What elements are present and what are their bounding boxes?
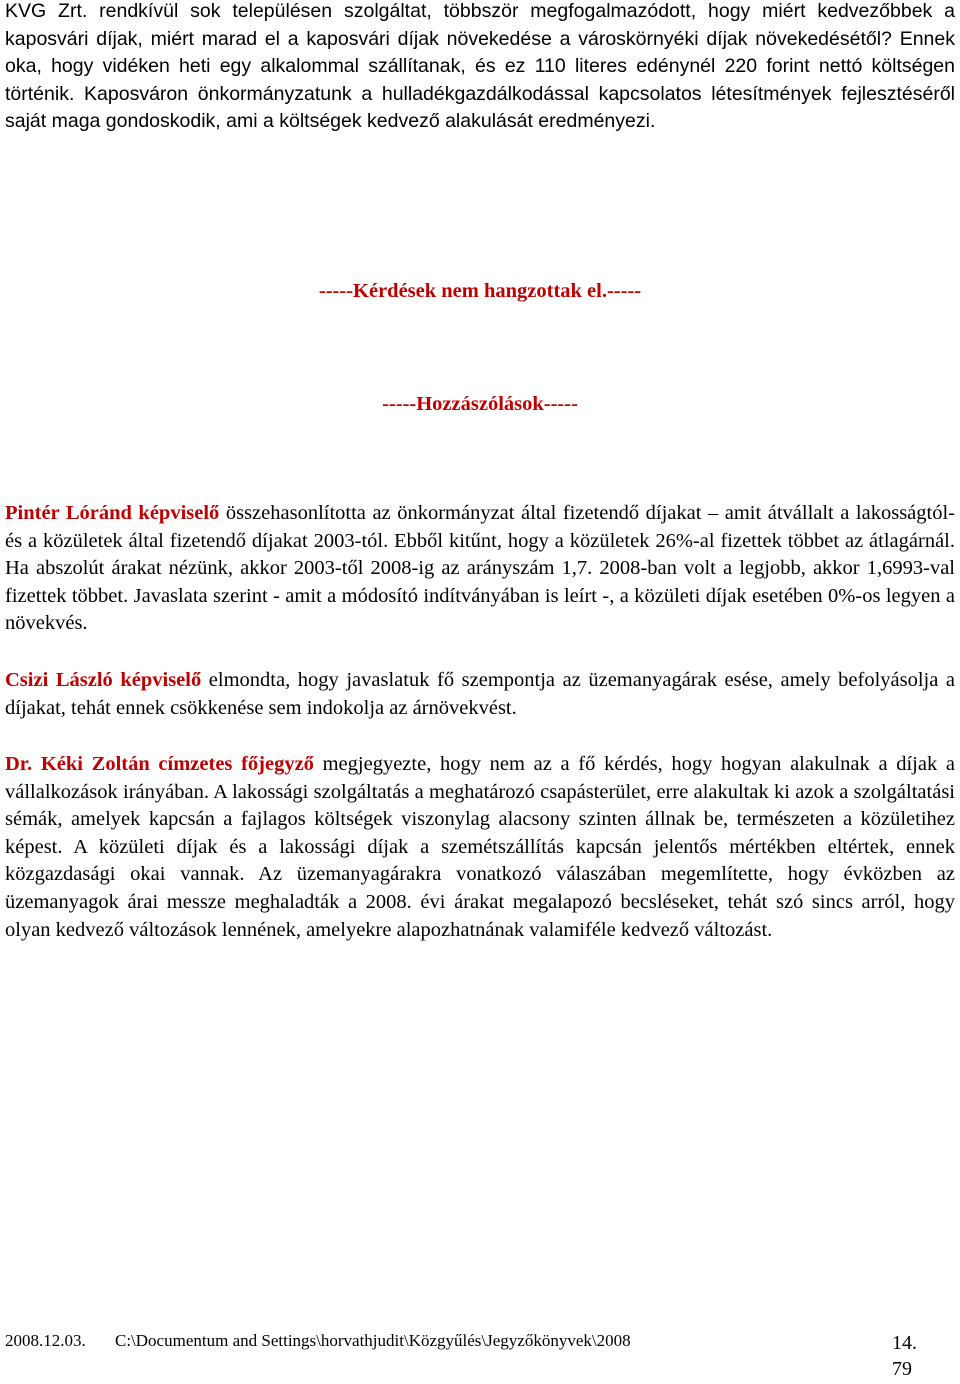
speaker-name: Dr. Kéki Zoltán címzetes főjegyző: [5, 753, 314, 775]
page-number: [892, 1330, 917, 1382]
page-number-line-1: 14.: [892, 1332, 917, 1354]
footer-date: 2008.12.03.: [5, 1331, 86, 1350]
speech-text: megjegyezte, hogy nem az a fő kérdés, hogy hogyan alakulnak a díjak a vállalkozások irányában. A lakossági szolgáltatás a meghatározó csapásterület, erre alakultak ki azok a szolgáltatási sémák, amelyek kapcsán a fajlagos költségek viszonylag alacsony szinten állnak be, természeten a közületihez képest. A közületi díjak és a lakossági díjak a szemétszállítás kapcsán jelentős mértékben eltértek, ennek közgazdasági okai vannak. Az üzemanyagárakra vonatkozó válaszában megemlítette, hogy évközben az üzemanyagok árai messze meghaladták a 2008. évi árakat megalapozó becsléseket, tehát szó sincs arról, hogy olyan kedvező változások lennének, amelyekre alapozhatnának valamiféle kedvező változást.: [5, 753, 955, 941]
questions-heading: -----Kérdések nem hangzottak el.-----: [318, 280, 642, 302]
speech-paragraph-3: [5, 751, 955, 944]
intro-paragraph: KVG Zrt. rendkívül sok településen szolgáltat, többször megfogalmazódott, hogy miért kedvezőbbek a kaposvári díjak, miért marad el a kaposvári díjak növekedése a városkörnyéki díjak növekedésétől? Ennek oka, hogy vidéken heti egy alkalommal szállítanak, és ez 110 literes edénynél 220 forint nettó költségen történik. Kaposváron önkormányzatunk a hulladékgazdálkodással kapcsolatos létesítmények fejlesztéséről saját maga gondoskodik, ami a költségek kedvező alakulását eredményezi.: [5, 0, 955, 133]
speech-text: elmondta, hogy javaslatuk fő szempontja az üzemanyagárak esése, amely befolyásolja a díjakat, tehát ennek csökkenése sem indokolja az árnövekvést.: [5, 669, 955, 719]
speech-paragraph-2: [5, 667, 955, 722]
comments-heading: -----Hozzászólások-----: [382, 393, 578, 415]
speech-paragraph-1: [5, 500, 955, 638]
page-number-line-2: 79: [892, 1358, 912, 1380]
footer: [5, 1331, 631, 1351]
footer-path: C:\Documentum and Settings\horvathjudit\Közgyűlés\Jegyzőkönyvek\2008: [115, 1331, 631, 1350]
speaker-name: Pintér Lóránd képviselő: [5, 502, 220, 524]
speech-text: összehasonlította az önkormányzat által fizetendő díjakat – amit átvállalt a lakosságtól- és a közületek által fizetendő díjakat 2003-tól. Ebből kitűnt, hogy a közületek 26%-al fizettek többet az átlagárnál. Ha abszolút árakat nézünk, akkor 2003-től 2008-ig az arányszám 1,7. 2008-ban volt a legjobb, akkor 1,6993-val fizettek többet. Javaslata szerint - amit a módosító indítványában is leírt -, a közületi díjak esetében 0%-os legyen a növekvés.: [5, 502, 956, 635]
speaker-name: Csizi László képviselő: [5, 669, 202, 691]
